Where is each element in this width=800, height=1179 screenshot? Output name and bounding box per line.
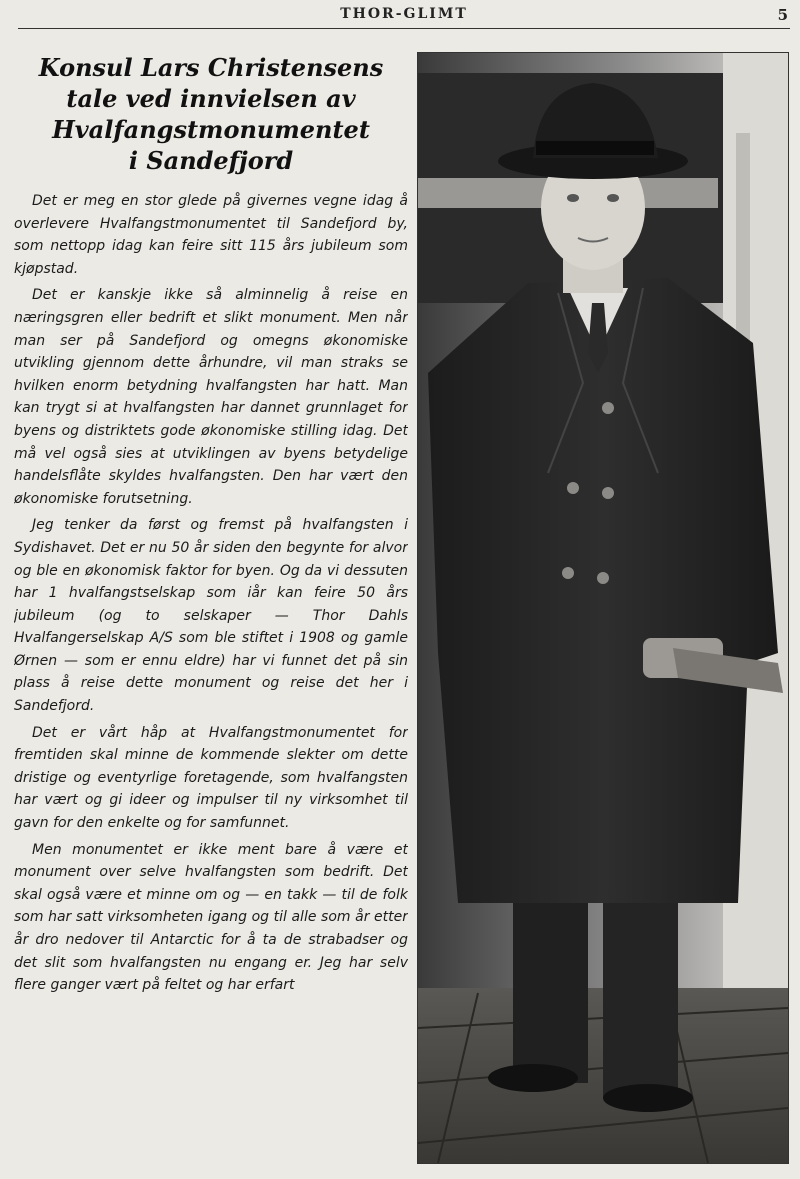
article-paragraph: Det er meg en stor glede på givernes vegne idag å overlevere Hvalfangstmonumentet til Sandefjord by, som nettopp idag kan feire sitt 115 års jubileum som kjøpstad. [14, 193, 408, 277]
headline-line: i Sandefjord [128, 146, 294, 175]
publication-title: THOR-GLIMT [340, 6, 468, 22]
article-paragraph: Jeg tenker da først og fremst på hvalfangsten i Sydishavet. Det er nu 50 år siden den begynte for alvor og ble en økonomisk faktor for byen. Og da vi dessuten har 1 hvalfangstselskap som iår kan feire 50 års jubileum (og to selskaper — Thor Dahls Hvalfangerselskap A/S som ble stiftet i 1908 og gamle Ørnen — som er ennu eldre) har vi funnet det på sin plass å reise dette monument og reise det her i Sandefjord. [14, 517, 408, 715]
page-number: 5 [777, 6, 788, 24]
article-column [14, 52, 408, 1172]
article-headline [14, 52, 408, 176]
running-header [18, 4, 790, 29]
headline-line: tale ved innvielsen av [66, 84, 356, 113]
article-paragraph: Det er kanskje ikke så alminnelig å reise en næringsgren eller bedrift et slikt monument. Men når man ser på Sandefjord og omegns økonomiske utvikling gjennom dette århundre, vil man straks se hvilken enorm betydning hvalfangsten har hatt. Man kan trygt si at hvalfangsten har dannet grunnlaget for byens og distriktets gode økonomiske stilling idag. Det må vel også sies at utviklingen av byens betydelige handelsflåte skyldes hvalfangsten. Den har vært den økonomiske forutsetning. [14, 287, 408, 507]
portrait-photo [417, 52, 789, 1164]
article-body [14, 190, 408, 997]
headline-line: Hvalfangstmonumentet [52, 115, 370, 144]
article-paragraph: Det er vårt håp at Hvalfangstmonumentet for fremtiden skal minne de kommende slekter om dette dristige og eventyrlige foretagende, som hvalfangsten har vært og gi ideer og impulser til ny virksomhet til gavn for den enkelte og for samfunnet. [14, 724, 408, 832]
portrait-illustration [418, 53, 788, 1163]
headline-line: Konsul Lars Christensens [38, 53, 384, 82]
article-paragraph: Men monumentet er ikke ment bare å være et monument over selve hvalfangsten som bedrift. Det skal også være et minne om og — en takk — til de folk som har satt virksomheten igang og til alle som år etter år dro nedover til Antarctic for å ta de strabadser og det slit som hvalfangsten nu engang er. Jeg har selv flere ganger vært på feltet og har erfart [14, 841, 408, 994]
